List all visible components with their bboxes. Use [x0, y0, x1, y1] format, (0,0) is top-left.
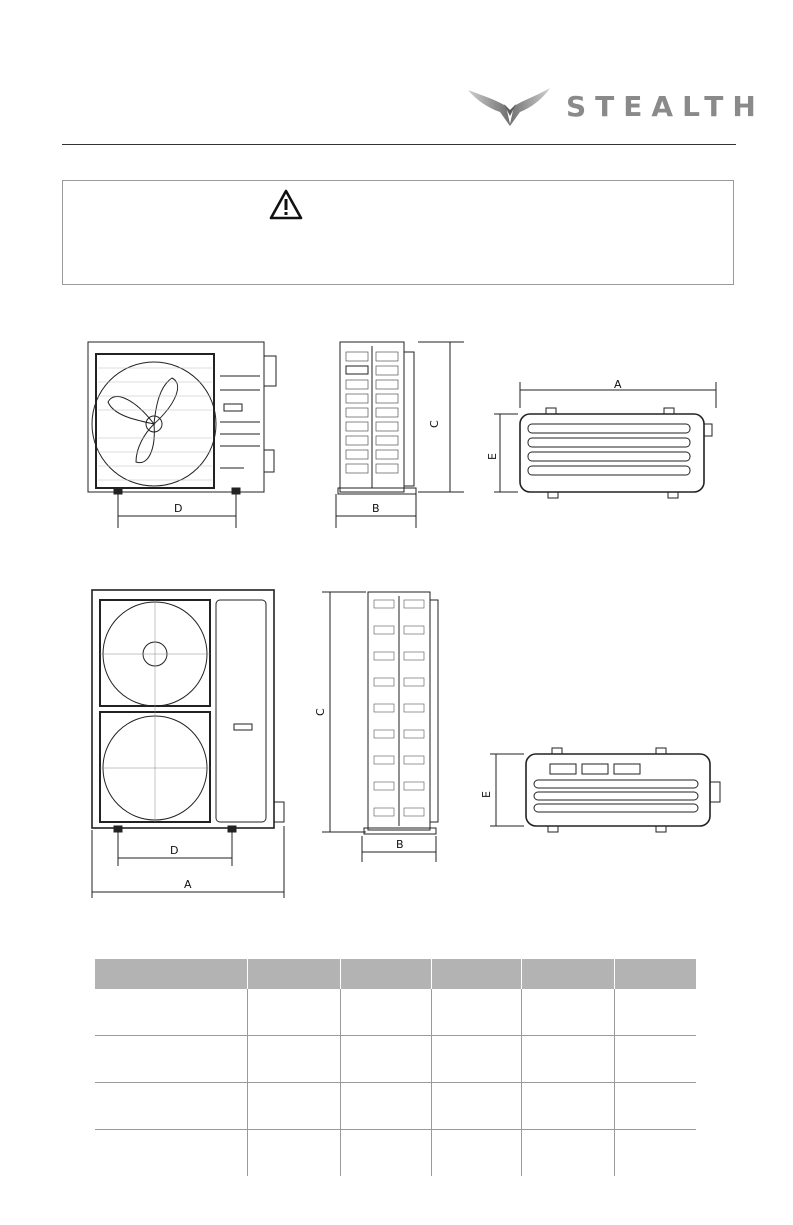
- dim-label-b: B: [396, 838, 404, 851]
- table-header-cell: [340, 959, 431, 989]
- dim-label-a: A: [614, 378, 622, 391]
- table-header-cell: [521, 959, 614, 989]
- table-cell: [431, 1083, 521, 1130]
- table-cell: [521, 1130, 614, 1177]
- dim-label-a: A: [184, 878, 192, 891]
- small-unit-front-view: [84, 338, 284, 534]
- brand-logo: [466, 86, 765, 130]
- dim-label-e: E: [480, 791, 493, 798]
- table-cell: [340, 1036, 431, 1083]
- table-cell: [95, 1036, 247, 1083]
- dimension-table: [95, 959, 696, 1176]
- table-header-cell: [247, 959, 340, 989]
- warning-box: [62, 180, 734, 285]
- dim-label-c: C: [314, 708, 327, 716]
- table-cell: [614, 1036, 696, 1083]
- table-cell: [247, 1130, 340, 1177]
- table-cell: [340, 1083, 431, 1130]
- table-cell: [247, 1083, 340, 1130]
- table-cell: [95, 989, 247, 1036]
- dim-label-d: D: [174, 502, 183, 515]
- table-cell: [247, 1036, 340, 1083]
- table-cell: [340, 1130, 431, 1177]
- large-unit-front-view: [86, 586, 292, 902]
- table-row: [95, 1036, 696, 1083]
- header-rule: [62, 144, 736, 145]
- table-row: [95, 1083, 696, 1130]
- large-unit-top-view: [480, 746, 726, 832]
- small-unit-top-view: [488, 376, 724, 500]
- warning-triangle-icon: [268, 188, 304, 222]
- wings-logo-icon: [466, 86, 556, 130]
- dim-label-d: D: [170, 844, 179, 857]
- table-header-row: [95, 959, 696, 989]
- brand-name: STEALTH: [566, 90, 765, 123]
- dim-label-e: E: [486, 453, 499, 460]
- table-row: [95, 1130, 696, 1177]
- table-header-cell: [95, 959, 247, 989]
- small-unit-side-view: [334, 338, 474, 534]
- table-cell: [95, 1130, 247, 1177]
- table-cell: [95, 1083, 247, 1130]
- dim-label-c: C: [428, 420, 441, 428]
- table-cell: [431, 989, 521, 1036]
- table-cell: [521, 1036, 614, 1083]
- dim-label-b: B: [372, 502, 380, 515]
- table-cell: [521, 1083, 614, 1130]
- table-header-cell: [614, 959, 696, 989]
- table-cell: [431, 1036, 521, 1083]
- table-cell: [614, 1083, 696, 1130]
- table-cell: [614, 989, 696, 1036]
- table-cell: [431, 1130, 521, 1177]
- large-unit-side-view: [310, 586, 450, 866]
- table-cell: [340, 989, 431, 1036]
- table-cell: [247, 989, 340, 1036]
- table-cell: [521, 989, 614, 1036]
- table-header-cell: [431, 959, 521, 989]
- table-row: [95, 989, 696, 1036]
- table-cell: [614, 1130, 696, 1177]
